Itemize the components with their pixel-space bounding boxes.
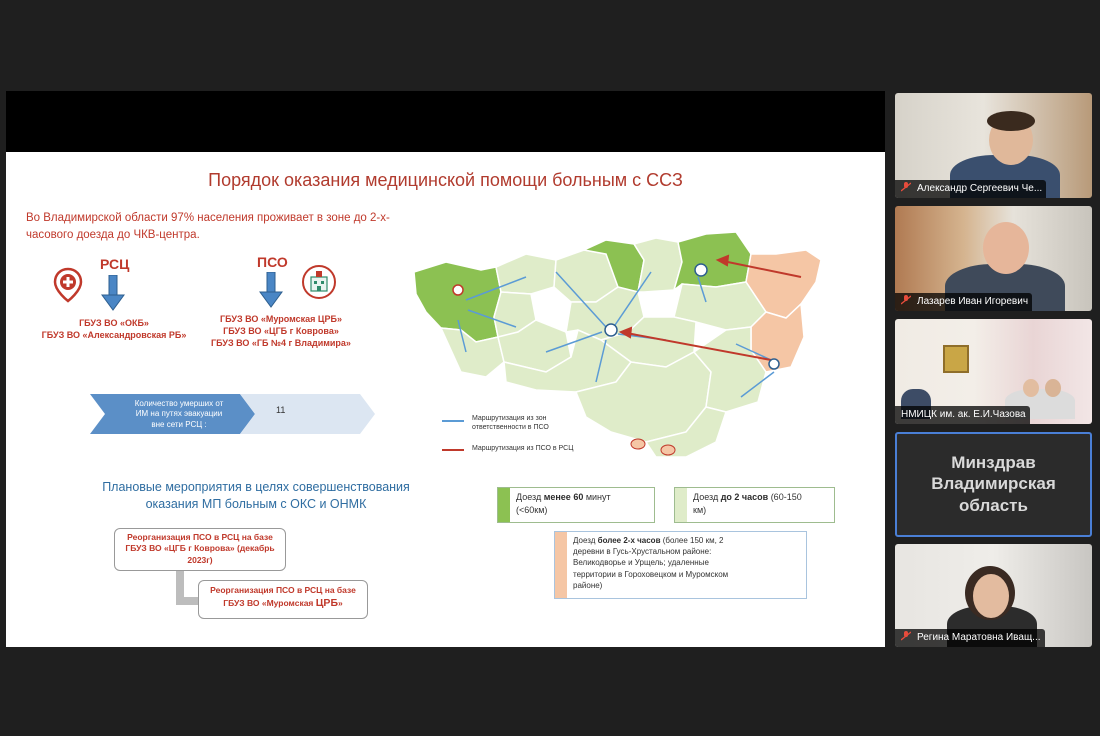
zone-part: минут <box>583 492 611 502</box>
participant-tile[interactable] <box>895 319 1092 424</box>
person-head <box>1023 379 1039 397</box>
coverage-line-1: Во Владимирской области 97% населения проживает в зоне до 2-х- <box>26 212 390 224</box>
participant-name-tag <box>895 406 1030 424</box>
rsc-label: РСЦ <box>100 256 130 272</box>
map-pin-cross-icon <box>52 267 84 303</box>
zone-text <box>693 491 830 517</box>
legend-text: ответственности в ПСО <box>472 424 549 432</box>
participant-name-tag <box>895 629 1045 647</box>
mic-muted-icon <box>901 631 911 641</box>
plan-text: ГБУЗ ВО «Муромская <box>223 598 316 609</box>
plan-line <box>199 596 367 610</box>
deaths-value: 11 <box>276 405 286 415</box>
district-yuryev <box>496 254 556 294</box>
arrow-down-icon <box>257 272 285 308</box>
zone-part: деревни в Гусь-Хрустальном районе: <box>573 547 712 557</box>
participant-tile[interactable] <box>895 93 1092 198</box>
zone-text <box>573 535 802 591</box>
plan-line: Реорганизация ПСО в РСЦ на базе <box>127 532 273 542</box>
zone-part: Великодворье и Урщель; удаленные <box>573 558 709 568</box>
plan-item-murom <box>198 580 368 619</box>
participant-name: Александр Сергеевич Че... <box>917 183 1043 194</box>
plan-line: Реорганизация ПСО в РСЦ на базе <box>210 585 356 595</box>
zone-part: территории в Гороховецком и Муромском <box>573 569 729 579</box>
mic-muted-icon <box>901 182 911 192</box>
participant-tile[interactable] <box>895 544 1092 647</box>
presentation-slide <box>6 152 885 647</box>
zone-up-to-2h <box>674 487 835 523</box>
legend-blue <box>472 414 592 433</box>
planned-title-line: оказания МП больным с ОКС и ОНМК <box>145 496 367 511</box>
legend-red: Маршрутизация из ПСО в РСЦ <box>472 445 574 452</box>
zone-part: более 2-х часов <box>597 536 661 545</box>
person-head <box>1045 379 1061 397</box>
zone-part: районе) <box>573 580 603 590</box>
deaths-label-line: ИМ на путях эвакуации <box>135 409 223 419</box>
zone-part: Доезд <box>516 492 544 502</box>
pso-org: ГБУЗ ВО «ЦГБ г Коврова» <box>223 326 339 337</box>
zone-over-2h <box>554 531 807 599</box>
participant-tile[interactable] <box>895 206 1092 311</box>
participant-name-line: область <box>959 495 1028 515</box>
zone-part: до 2 часов <box>720 492 769 502</box>
wall-picture <box>943 345 969 373</box>
plan-line: ГБУЗ ВО «ЦГБ г Коврова» (декабрь <box>125 543 275 554</box>
rsc-org: ГБУЗ ВО «Александровская РБ» <box>41 330 187 341</box>
zone-swatch <box>675 488 687 522</box>
participant-name-line: Владимирская <box>931 474 1056 494</box>
legend-red-line <box>442 449 464 451</box>
participant-name: НМИЦК им. ак. Е.И.Чазова <box>901 409 1026 420</box>
zone-part: менее 60 <box>543 492 584 502</box>
participant-name: Лазарев Иван Игоревич <box>917 296 1029 307</box>
participant-name: Регина Маратовна Иващ... <box>917 632 1041 643</box>
planned-title-line: Плановые мероприятия в целях совершенствования <box>102 480 410 494</box>
pso-label: ПСО <box>257 254 288 270</box>
coverage-text <box>26 210 406 243</box>
deaths-label-line: Количество умерших от <box>134 399 224 408</box>
zone-part: (60-150 <box>768 492 802 502</box>
plan-line: 2023г) <box>187 554 213 565</box>
zone-part: (более 150 км, 2 <box>660 536 724 545</box>
participant-tile-active[interactable] <box>895 432 1092 537</box>
arrow-down-icon <box>99 275 127 311</box>
zone-part: (<60км) <box>516 505 548 516</box>
shared-screen[interactable] <box>6 91 885 647</box>
participant-name-tag <box>895 293 1032 311</box>
rsc-org-list <box>34 317 194 341</box>
plan-item-kovrov <box>114 528 286 571</box>
planned-title <box>76 479 436 513</box>
mic-muted-icon <box>901 295 911 305</box>
zone-part: Доезд <box>693 492 721 502</box>
zone-part: км) <box>693 505 707 516</box>
coverage-line-2: часового доезда до ЧКВ-центра. <box>26 228 200 241</box>
pso-org-list <box>196 313 366 349</box>
slide-title: Порядок оказания медицинской помощи больным с ССЗ <box>208 170 683 190</box>
zone-text <box>516 491 650 517</box>
zone-under-60 <box>497 487 655 523</box>
participant-name-line: Минздрав <box>951 453 1036 472</box>
pso-org: ГБУЗ ВО «Муромская ЦРБ» <box>220 314 342 324</box>
participant-name-tag <box>895 180 1046 198</box>
plan-text: ЦРБ <box>315 597 338 610</box>
district-vyazniki <box>674 232 751 290</box>
person-head <box>973 574 1009 618</box>
hospital-icon <box>302 265 336 299</box>
person-head <box>983 222 1029 274</box>
rsc-org: ГБУЗ ВО «ОКБ» <box>79 318 149 328</box>
deaths-label <box>110 399 248 430</box>
legend-blue-line <box>442 420 464 422</box>
participant-display-name <box>897 452 1090 516</box>
zone-swatch <box>498 488 510 522</box>
zone-swatch <box>555 532 567 598</box>
deaths-label-line: вне сети РСЦ : <box>151 419 207 429</box>
legend-text: Маршрутизация из зон <box>472 415 547 422</box>
person-hair <box>987 111 1035 131</box>
pso-org: ГБУЗ ВО «ГБ №4 г Владимира» <box>211 338 351 349</box>
zone-part: Доезд <box>573 536 598 545</box>
plan-text: » <box>338 598 343 609</box>
